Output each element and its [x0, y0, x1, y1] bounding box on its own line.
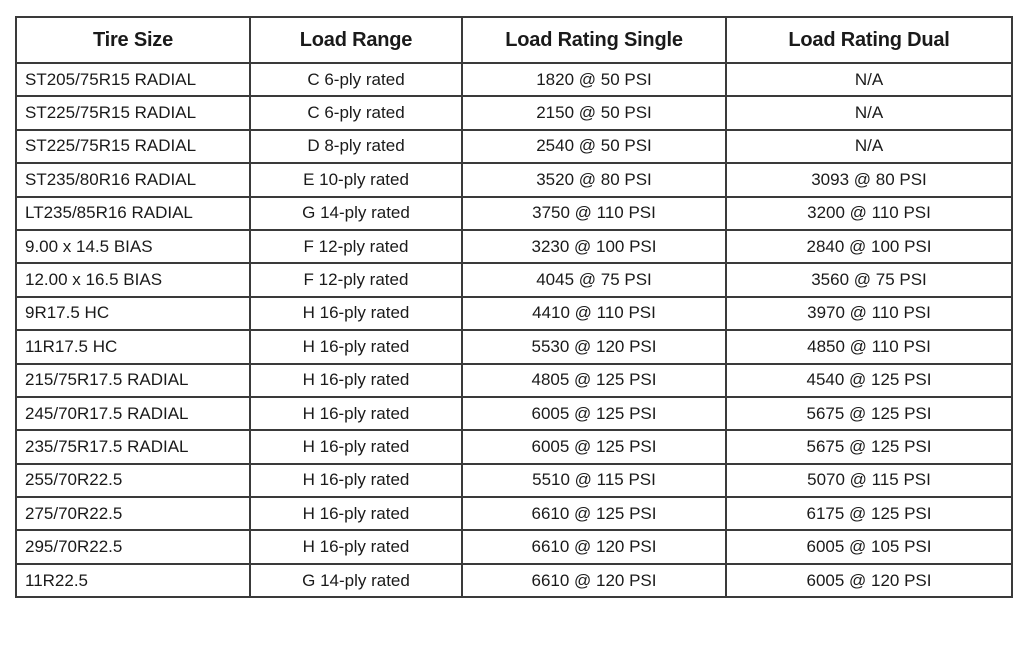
cell-load-rating-single: 3520 @ 80 PSI	[462, 163, 726, 196]
cell-tire-size: 11R22.5	[16, 564, 250, 597]
cell-load-rating-single: 6610 @ 120 PSI	[462, 530, 726, 563]
table-row	[16, 364, 1012, 397]
cell-tire-size: 255/70R22.5	[16, 464, 250, 497]
cell-load-range: F 12-ply rated	[250, 230, 462, 263]
cell-load-rating-dual: 4850 @ 110 PSI	[726, 330, 1012, 363]
header-load-rating-dual: Load Rating Dual	[726, 17, 1012, 63]
cell-load-range: H 16-ply rated	[250, 430, 462, 463]
table-row	[16, 464, 1012, 497]
cell-tire-size: 235/75R17.5 RADIAL	[16, 430, 250, 463]
table-row	[16, 497, 1012, 530]
table-row	[16, 397, 1012, 430]
cell-load-rating-single: 4045 @ 75 PSI	[462, 263, 726, 296]
table-row	[16, 263, 1012, 296]
cell-load-range: G 14-ply rated	[250, 564, 462, 597]
cell-load-rating-single: 2150 @ 50 PSI	[462, 96, 726, 129]
cell-load-range: G 14-ply rated	[250, 197, 462, 230]
cell-tire-size: 9R17.5 HC	[16, 297, 250, 330]
cell-load-rating-single: 6610 @ 120 PSI	[462, 564, 726, 597]
cell-tire-size: LT235/85R16 RADIAL	[16, 197, 250, 230]
cell-load-rating-single: 1820 @ 50 PSI	[462, 63, 726, 96]
cell-load-rating-dual: 3970 @ 110 PSI	[726, 297, 1012, 330]
table-row	[16, 564, 1012, 597]
tire-load-table	[15, 16, 1013, 598]
cell-load-range: H 16-ply rated	[250, 297, 462, 330]
cell-load-range: E 10-ply rated	[250, 163, 462, 196]
cell-tire-size: 215/75R17.5 RADIAL	[16, 364, 250, 397]
cell-load-range: H 16-ply rated	[250, 364, 462, 397]
cell-load-rating-dual: 6005 @ 105 PSI	[726, 530, 1012, 563]
table-row	[16, 330, 1012, 363]
cell-load-range: F 12-ply rated	[250, 263, 462, 296]
cell-load-rating-dual: N/A	[726, 96, 1012, 129]
table-row	[16, 530, 1012, 563]
cell-tire-size: 12.00 x 16.5 BIAS	[16, 263, 250, 296]
cell-load-rating-dual: 3093 @ 80 PSI	[726, 163, 1012, 196]
table-row	[16, 297, 1012, 330]
cell-load-rating-dual: 6005 @ 120 PSI	[726, 564, 1012, 597]
cell-load-range: C 6-ply rated	[250, 96, 462, 129]
cell-load-rating-dual: 6175 @ 125 PSI	[726, 497, 1012, 530]
cell-tire-size: ST235/80R16 RADIAL	[16, 163, 250, 196]
cell-load-range: D 8-ply rated	[250, 130, 462, 163]
cell-load-rating-single: 6610 @ 125 PSI	[462, 497, 726, 530]
header-load-rating-single: Load Rating Single	[462, 17, 726, 63]
cell-load-range: H 16-ply rated	[250, 397, 462, 430]
cell-load-range: H 16-ply rated	[250, 464, 462, 497]
cell-load-rating-dual: 2840 @ 100 PSI	[726, 230, 1012, 263]
cell-load-rating-dual: 5675 @ 125 PSI	[726, 430, 1012, 463]
table-row	[16, 163, 1012, 196]
cell-load-rating-single: 3230 @ 100 PSI	[462, 230, 726, 263]
cell-tire-size: 295/70R22.5	[16, 530, 250, 563]
cell-load-rating-single: 6005 @ 125 PSI	[462, 397, 726, 430]
header-row	[16, 17, 1012, 63]
tire-load-table-container	[15, 16, 1011, 598]
cell-tire-size: ST225/75R15 RADIAL	[16, 96, 250, 129]
cell-load-range: H 16-ply rated	[250, 330, 462, 363]
cell-load-rating-dual: 5675 @ 125 PSI	[726, 397, 1012, 430]
cell-tire-size: ST205/75R15 RADIAL	[16, 63, 250, 96]
cell-load-rating-dual: 3200 @ 110 PSI	[726, 197, 1012, 230]
cell-tire-size: 9.00 x 14.5 BIAS	[16, 230, 250, 263]
header-load-range: Load Range	[250, 17, 462, 63]
cell-load-rating-single: 3750 @ 110 PSI	[462, 197, 726, 230]
cell-load-rating-dual: 4540 @ 125 PSI	[726, 364, 1012, 397]
cell-load-range: C 6-ply rated	[250, 63, 462, 96]
cell-load-rating-single: 2540 @ 50 PSI	[462, 130, 726, 163]
cell-load-range: H 16-ply rated	[250, 530, 462, 563]
header-tire-size: Tire Size	[16, 17, 250, 63]
cell-load-rating-single: 5530 @ 120 PSI	[462, 330, 726, 363]
cell-load-rating-single: 5510 @ 115 PSI	[462, 464, 726, 497]
cell-load-rating-single: 6005 @ 125 PSI	[462, 430, 726, 463]
cell-load-rating-dual: 3560 @ 75 PSI	[726, 263, 1012, 296]
cell-tire-size: 275/70R22.5	[16, 497, 250, 530]
cell-load-rating-dual: N/A	[726, 63, 1012, 96]
cell-load-range: H 16-ply rated	[250, 497, 462, 530]
table-row	[16, 197, 1012, 230]
cell-load-rating-single: 4805 @ 125 PSI	[462, 364, 726, 397]
cell-load-rating-single: 4410 @ 110 PSI	[462, 297, 726, 330]
table-row	[16, 430, 1012, 463]
cell-load-rating-dual: N/A	[726, 130, 1012, 163]
cell-tire-size: ST225/75R15 RADIAL	[16, 130, 250, 163]
table-body	[16, 63, 1012, 597]
table-row	[16, 230, 1012, 263]
cell-load-rating-dual: 5070 @ 115 PSI	[726, 464, 1012, 497]
cell-tire-size: 11R17.5 HC	[16, 330, 250, 363]
table-row	[16, 63, 1012, 96]
table-row	[16, 130, 1012, 163]
table-header	[16, 17, 1012, 63]
cell-tire-size: 245/70R17.5 RADIAL	[16, 397, 250, 430]
table-row	[16, 96, 1012, 129]
